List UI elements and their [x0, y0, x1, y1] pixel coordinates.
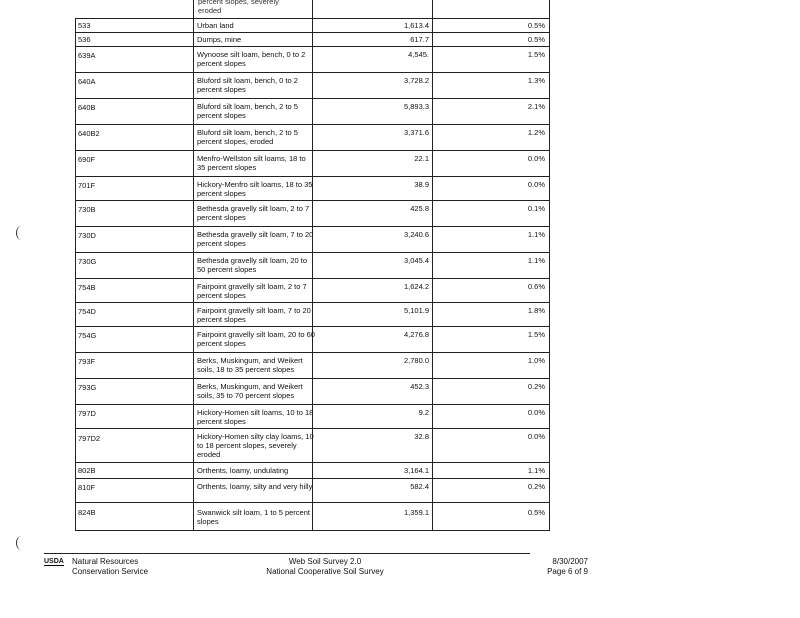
- map-unit-symbol: 701F: [78, 181, 96, 190]
- map-unit-name: Orthents, loamy, silty and very hilly: [197, 482, 313, 491]
- map-unit-symbol: 690F: [78, 155, 96, 164]
- acres-in-aoi: 3,045.4: [403, 256, 429, 265]
- map-unit-symbol: 793G: [78, 383, 97, 392]
- acres-in-aoi: 3,728.2: [403, 76, 429, 85]
- map-unit-name: Bluford silt loam, bench, 0 to 2 percent slopes: [197, 76, 298, 94]
- fragment-line-1: percent slopes, severely: [198, 0, 279, 6]
- map-unit-name: Urban land: [197, 21, 234, 30]
- agency-name: [72, 557, 148, 577]
- table-row: [75, 124, 553, 150]
- map-unit-name: Fairpoint gravelly silt loam, 7 to 20 percent slopes: [197, 306, 311, 324]
- acres-in-aoi: 582.4: [410, 482, 429, 491]
- table-row: [75, 378, 553, 404]
- map-unit-symbol: 754D: [78, 307, 96, 316]
- table-row: [75, 150, 553, 176]
- percent-of-aoi: 1.5%: [527, 50, 545, 59]
- acres-in-aoi: 1,359.1: [403, 508, 429, 517]
- percent-of-aoi: 1.1%: [527, 230, 545, 239]
- percent-of-aoi: 1.1%: [527, 256, 545, 265]
- print-date: 8/30/2007: [552, 557, 588, 566]
- map-unit-name: Berks, Muskingum, and Weikert soils, 18 to 35 percent slopes: [197, 356, 303, 374]
- percent-of-aoi: 0.1%: [527, 204, 545, 213]
- map-unit-symbol: 730G: [78, 257, 97, 266]
- map-unit-symbol: 797D2: [78, 434, 101, 443]
- map-unit-symbol: 802B: [78, 466, 96, 475]
- map-unit-name: Menfro-Wellston silt loams, 18 to 35 percent slopes: [197, 154, 306, 172]
- table-row: [75, 428, 553, 462]
- percent-of-aoi: 0.5%: [527, 35, 545, 44]
- map-unit-name: Bethesda gravelly silt loam, 2 to 7 percent slopes: [197, 204, 310, 222]
- row-rule: [75, 530, 550, 531]
- map-unit-name: Bluford silt loam, bench, 2 to 5 percent slopes: [197, 102, 298, 120]
- acres-in-aoi: 38.9: [414, 180, 429, 189]
- map-unit-name: Hickory-Menfro silt loams, 18 to 35 percent slopes: [197, 180, 313, 198]
- acres-in-aoi: 3,164.1: [403, 466, 429, 475]
- agency-line-1: Natural Resources: [72, 557, 139, 566]
- percent-of-aoi: 2.1%: [527, 102, 545, 111]
- acres-in-aoi: 4,276.8: [403, 330, 429, 339]
- percent-of-aoi: 0.0%: [527, 432, 545, 441]
- map-unit-name: Fairpoint gravelly silt loam, 2 to 7 percent slopes: [197, 282, 307, 300]
- map-unit-name: Berks, Muskingum, and Weikert soils, 35 to 70 percent slopes: [197, 382, 303, 400]
- acres-in-aoi: 425.8: [410, 204, 429, 213]
- acres-in-aoi: 3,371.6: [403, 128, 429, 137]
- acres-in-aoi: 5,893.3: [403, 102, 429, 111]
- continued-row-fragment: [198, 0, 279, 15]
- map-unit-name: Orthents, loamy, undulating: [197, 466, 289, 475]
- table-row: [75, 302, 553, 326]
- map-unit-symbol: 754G: [78, 331, 97, 340]
- table-row: [75, 226, 553, 252]
- acres-in-aoi: 452.3: [410, 382, 429, 391]
- table-row: [75, 98, 553, 124]
- map-unit-symbol: 793F: [78, 357, 96, 366]
- usda-logo: USDA: [44, 558, 64, 565]
- table-row: [75, 462, 553, 478]
- acres-in-aoi: 5,101.9: [403, 306, 429, 315]
- survey-line-2: National Cooperative Soil Survey: [266, 567, 384, 576]
- map-unit-symbol: 810F: [78, 483, 96, 492]
- table-row: [75, 352, 553, 378]
- map-unit-name: Fairpoint gravelly silt loam, 20 to 60 percent slopes: [197, 330, 315, 348]
- map-unit-symbol: 536: [78, 35, 91, 44]
- map-unit-symbol: 639A: [78, 51, 96, 60]
- percent-of-aoi: 0.5%: [527, 508, 545, 517]
- map-unit-name: Bluford silt loam, bench, 2 to 5 percent slopes, eroded: [197, 128, 298, 146]
- acres-in-aoi: 22.1: [414, 154, 429, 163]
- map-unit-name: Wynoose silt loam, bench, 0 to 2 percent slopes: [197, 50, 306, 68]
- percent-of-aoi: 0.2%: [527, 482, 545, 491]
- table-row: [75, 478, 553, 502]
- map-unit-name: Bethesda gravelly silt loam, 20 to 50 percent slopes: [197, 256, 308, 274]
- map-unit-name: Swanwick silt loam, 1 to 5 percent slopes: [197, 508, 310, 526]
- map-unit-symbol: 640B: [78, 103, 96, 112]
- page-number: Page 6 of 9: [547, 567, 588, 576]
- table-row: [75, 176, 553, 200]
- percent-of-aoi: 0.0%: [527, 180, 545, 189]
- percent-of-aoi: 1.2%: [527, 128, 545, 137]
- acres-in-aoi: 1,624.2: [403, 282, 429, 291]
- map-unit-name: Hickory-Homen silty clay loams, 10 to 18 percent slopes, severely eroded: [197, 432, 314, 459]
- punch-hole-mark: [16, 536, 27, 550]
- survey-line-1: Web Soil Survey 2.0: [288, 557, 362, 566]
- percent-of-aoi: 0.0%: [527, 408, 545, 417]
- punch-hole-mark: [16, 226, 27, 240]
- footer-rule: [44, 553, 530, 554]
- table-row: [75, 404, 553, 428]
- acres-in-aoi: 32.8: [414, 432, 429, 441]
- table-row: [75, 72, 553, 98]
- acres-in-aoi: 617.7: [410, 35, 429, 44]
- map-unit-symbol: 533: [78, 21, 91, 30]
- table-row: [75, 278, 553, 302]
- map-unit-symbol: 640A: [78, 77, 96, 86]
- percent-of-aoi: 0.6%: [527, 282, 545, 291]
- map-unit-symbol: 754B: [78, 283, 96, 292]
- map-unit-symbol: 640B2: [78, 129, 100, 138]
- percent-of-aoi: 1.5%: [527, 330, 545, 339]
- percent-of-aoi: 1.8%: [527, 306, 545, 315]
- map-unit-symbol: 730D: [78, 231, 96, 240]
- table-row: [75, 252, 553, 278]
- map-unit-symbol: 824B: [78, 508, 96, 517]
- percent-of-aoi: 1.0%: [527, 356, 545, 365]
- percent-of-aoi: 1.3%: [527, 76, 545, 85]
- table-row: [75, 502, 553, 530]
- percent-of-aoi: 0.0%: [527, 154, 545, 163]
- agency-line-2: Conservation Service: [72, 567, 149, 576]
- map-unit-name: Hickory-Homen silt loams, 10 to 18 percent slopes: [197, 408, 314, 426]
- table-row: [75, 326, 553, 352]
- page-meta: [520, 557, 588, 577]
- map-unit-name: Bethesda gravelly silt loam, 7 to 20 percent slopes: [197, 230, 314, 248]
- percent-of-aoi: 0.2%: [527, 382, 545, 391]
- acres-in-aoi: 4,545.: [408, 50, 429, 59]
- map-unit-symbol: 730B: [78, 205, 96, 214]
- map-unit-symbol: 797D: [78, 409, 96, 418]
- acres-in-aoi: 1,613.4: [403, 21, 429, 30]
- survey-name: [250, 557, 400, 577]
- table-row: [75, 18, 553, 32]
- acres-in-aoi: 9.2: [418, 408, 429, 417]
- acres-in-aoi: 3,240.6: [403, 230, 429, 239]
- percent-of-aoi: 0.5%: [527, 21, 545, 30]
- table-row: [75, 46, 553, 72]
- table-row: [75, 200, 553, 226]
- acres-in-aoi: 2,780.0: [403, 356, 429, 365]
- map-unit-name: Dumps, mine: [197, 35, 242, 44]
- table-row: [75, 32, 553, 46]
- fragment-line-2: eroded: [198, 6, 222, 15]
- percent-of-aoi: 1.1%: [527, 466, 545, 475]
